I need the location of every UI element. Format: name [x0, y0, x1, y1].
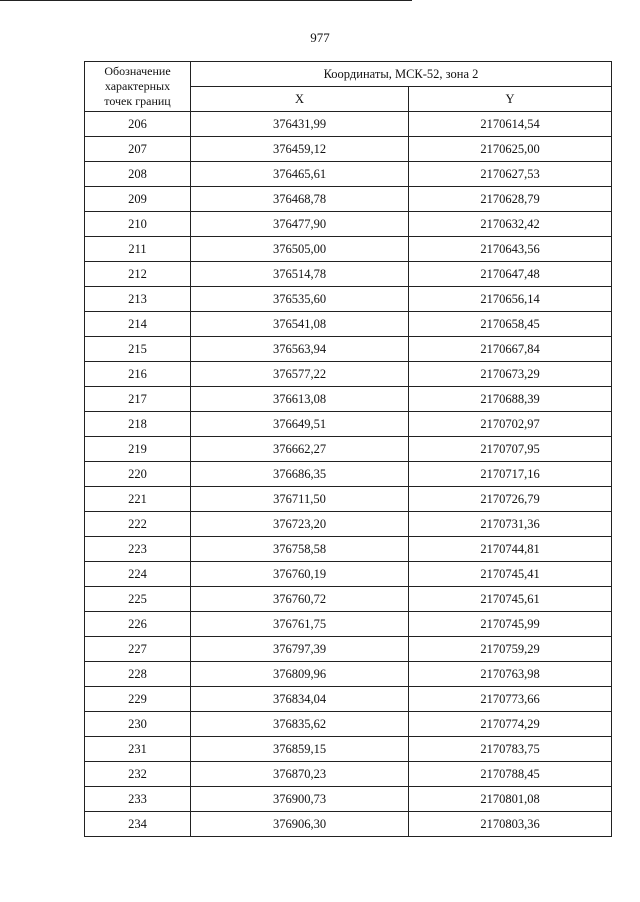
point-cell: 222: [85, 512, 191, 537]
x-column-header: X: [191, 87, 409, 112]
x-coordinate-cell: 376577,22: [191, 362, 409, 387]
point-cell: 224: [85, 562, 191, 587]
y-coordinate-cell: 2170731,36: [409, 512, 612, 537]
y-coordinate-cell: 2170647,48: [409, 262, 612, 287]
x-coordinate-cell: 376649,51: [191, 412, 409, 437]
x-coordinate-cell: 376505,00: [191, 237, 409, 262]
x-coordinate-cell: 376760,19: [191, 562, 409, 587]
point-cell: 214: [85, 312, 191, 337]
x-coordinate-cell: 376468,78: [191, 187, 409, 212]
point-cell: 216: [85, 362, 191, 387]
table-row: [85, 437, 612, 462]
x-coordinate-cell: 376465,61: [191, 162, 409, 187]
x-coordinate-cell: 376662,27: [191, 437, 409, 462]
y-coordinate-cell: 2170745,61: [409, 587, 612, 612]
y-coordinate-cell: 2170788,45: [409, 762, 612, 787]
x-coordinate-cell: 376758,58: [191, 537, 409, 562]
y-coordinate-cell: 2170643,56: [409, 237, 612, 262]
point-cell: 210: [85, 212, 191, 237]
x-coordinate-cell: 376906,30: [191, 812, 409, 837]
y-coordinate-cell: 2170726,79: [409, 487, 612, 512]
x-coordinate-cell: 376835,62: [191, 712, 409, 737]
table-row: [85, 212, 612, 237]
point-cell: 234: [85, 812, 191, 837]
point-cell: 209: [85, 187, 191, 212]
x-coordinate-cell: 376535,60: [191, 287, 409, 312]
point-cell: 207: [85, 137, 191, 162]
y-coordinate-cell: 2170717,16: [409, 462, 612, 487]
coordinate-system-header: Координаты, МСК-52, зона 2: [191, 62, 612, 87]
table-row: [85, 337, 612, 362]
x-coordinate-cell: 376459,12: [191, 137, 409, 162]
x-coordinate-cell: 376514,78: [191, 262, 409, 287]
y-coordinate-cell: 2170783,75: [409, 737, 612, 762]
y-coordinate-cell: 2170759,29: [409, 637, 612, 662]
point-cell: 206: [85, 112, 191, 137]
table-row: [85, 162, 612, 187]
point-cell: 217: [85, 387, 191, 412]
point-cell: 229: [85, 687, 191, 712]
y-coordinate-cell: 2170632,42: [409, 212, 612, 237]
y-coordinate-cell: 2170707,95: [409, 437, 612, 462]
x-coordinate-cell: 376809,96: [191, 662, 409, 687]
point-column-header: [85, 62, 191, 112]
x-coordinate-cell: 376711,50: [191, 487, 409, 512]
table-row: [85, 187, 612, 212]
point-cell: 215: [85, 337, 191, 362]
table-row: [85, 462, 612, 487]
x-coordinate-cell: 376563,94: [191, 337, 409, 362]
point-header-line: Обозначение: [104, 64, 171, 78]
table-row: [85, 512, 612, 537]
point-cell: 211: [85, 237, 191, 262]
y-coordinate-cell: 2170763,98: [409, 662, 612, 687]
y-coordinate-cell: 2170702,97: [409, 412, 612, 437]
y-coordinate-cell: 2170625,00: [409, 137, 612, 162]
y-coordinate-cell: 2170627,53: [409, 162, 612, 187]
table-row: [85, 687, 612, 712]
point-cell: 232: [85, 762, 191, 787]
y-coordinate-cell: 2170656,14: [409, 287, 612, 312]
point-cell: 213: [85, 287, 191, 312]
x-coordinate-cell: 376797,39: [191, 637, 409, 662]
point-cell: 233: [85, 787, 191, 812]
point-cell: 226: [85, 612, 191, 637]
table-row: [85, 612, 612, 637]
point-cell: 223: [85, 537, 191, 562]
point-cell: 221: [85, 487, 191, 512]
x-coordinate-cell: 376834,04: [191, 687, 409, 712]
y-coordinate-cell: 2170803,36: [409, 812, 612, 837]
table-row: [85, 787, 612, 812]
table-row: [85, 712, 612, 737]
x-coordinate-cell: 376859,15: [191, 737, 409, 762]
table-row: [85, 362, 612, 387]
table-row: [85, 587, 612, 612]
y-coordinate-cell: 2170774,29: [409, 712, 612, 737]
x-coordinate-cell: 376761,75: [191, 612, 409, 637]
page-number: 977: [310, 30, 330, 45]
y-coordinate-cell: 2170673,29: [409, 362, 612, 387]
y-coordinate-cell: 2170801,08: [409, 787, 612, 812]
point-cell: 218: [85, 412, 191, 437]
x-coordinate-cell: 376613,08: [191, 387, 409, 412]
table-row: [85, 812, 612, 837]
y-coordinate-cell: 2170745,99: [409, 612, 612, 637]
y-coordinate-cell: 2170773,66: [409, 687, 612, 712]
table-row: [85, 387, 612, 412]
y-coordinate-cell: 2170658,45: [409, 312, 612, 337]
table-row: [85, 112, 612, 137]
x-coordinate-cell: 376686,35: [191, 462, 409, 487]
y-coordinate-cell: 2170628,79: [409, 187, 612, 212]
x-coordinate-cell: 376477,90: [191, 212, 409, 237]
table-row: [85, 662, 612, 687]
table-row: [85, 487, 612, 512]
point-cell: 231: [85, 737, 191, 762]
table-row: [85, 287, 612, 312]
x-coordinate-cell: 376541,08: [191, 312, 409, 337]
point-header-line: характерных: [104, 79, 171, 93]
point-cell: 228: [85, 662, 191, 687]
point-cell: 212: [85, 262, 191, 287]
x-coordinate-cell: 376900,73: [191, 787, 409, 812]
point-cell: 225: [85, 587, 191, 612]
x-coordinate-cell: 376870,23: [191, 762, 409, 787]
y-column-header: Y: [409, 87, 612, 112]
point-cell: 220: [85, 462, 191, 487]
x-coordinate-cell: 376431,99: [191, 112, 409, 137]
table-row: [85, 637, 612, 662]
coordinates-table: [84, 61, 612, 837]
point-cell: 208: [85, 162, 191, 187]
table-row: [85, 262, 612, 287]
table-row: [85, 237, 612, 262]
table-row: [85, 762, 612, 787]
y-coordinate-cell: 2170688,39: [409, 387, 612, 412]
table-row: [85, 312, 612, 337]
table-body: [85, 112, 612, 837]
table-row: [85, 537, 612, 562]
table-row: [85, 412, 612, 437]
point-cell: 219: [85, 437, 191, 462]
y-coordinate-cell: 2170614,54: [409, 112, 612, 137]
y-coordinate-cell: 2170744,81: [409, 537, 612, 562]
x-coordinate-cell: 376760,72: [191, 587, 409, 612]
point-cell: 227: [85, 637, 191, 662]
y-coordinate-cell: 2170745,41: [409, 562, 612, 587]
point-cell: 230: [85, 712, 191, 737]
table-row: [85, 737, 612, 762]
top-rule: [0, 0, 412, 1]
x-coordinate-cell: 376723,20: [191, 512, 409, 537]
y-coordinate-cell: 2170667,84: [409, 337, 612, 362]
point-header-line: точек границ: [104, 94, 171, 108]
table-row: [85, 562, 612, 587]
table-row: [85, 137, 612, 162]
